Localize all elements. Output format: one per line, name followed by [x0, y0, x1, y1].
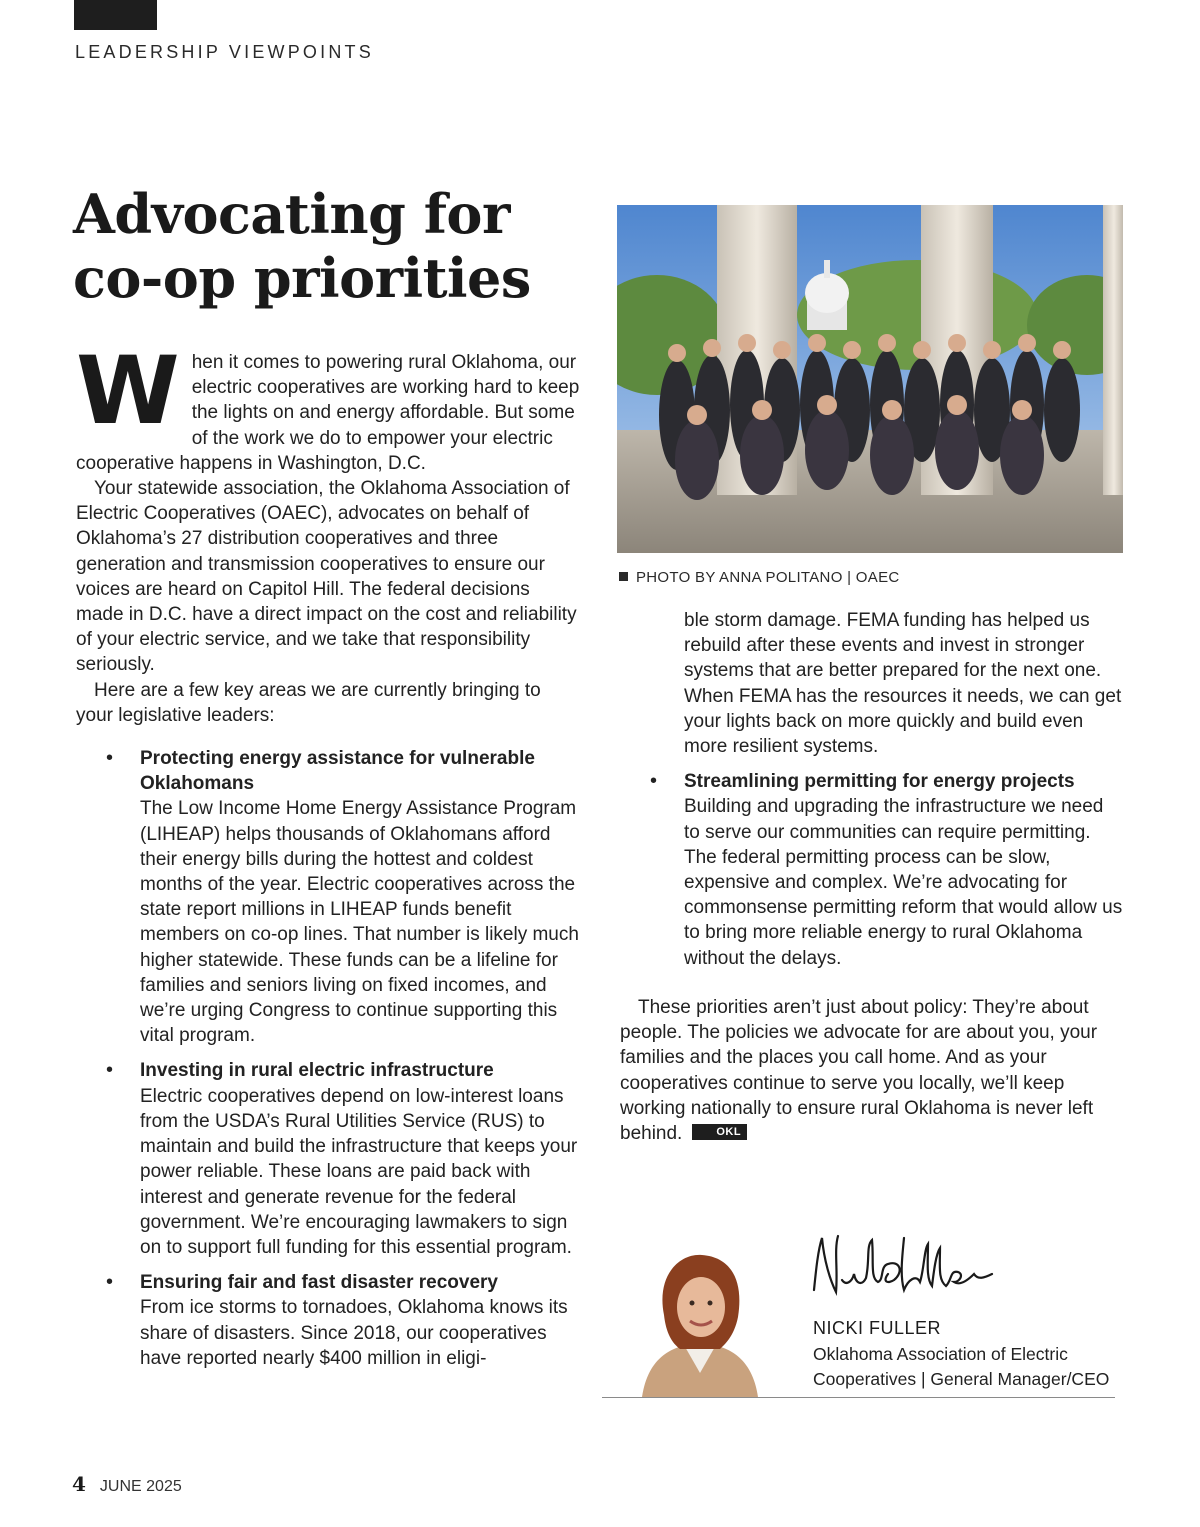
priority-body: From ice storms to tornadoes, Oklahoma knows its share of disasters. Since 2018, our cooperatives have reported nearly $400 million in eligi- — [140, 1297, 568, 1369]
author-signature — [808, 1230, 998, 1310]
header-accent-bar — [74, 0, 157, 30]
author-portrait — [620, 1245, 780, 1397]
priority-item — [140, 746, 582, 1048]
section-label: LEADERSHIP VIEWPOINTS — [75, 42, 374, 62]
end-mark-badge: OKL — [692, 1124, 747, 1140]
priority-title: • Protecting energy assistance for vulnerable Oklahomans — [140, 748, 535, 795]
article-left-column — [76, 337, 582, 1381]
priority-title: • Streamlining permitting for energy projects — [684, 771, 1075, 793]
priority-title: • Ensuring fair and fast disaster recovery — [140, 1272, 498, 1294]
body-paragraph-2: Your statewide association, the Oklahoma Association of Electric Cooperatives (OAEC), advocates on behalf of Oklahoma’s 27 distribution cooperatives and three generation and transmission cooperatives to ensure our voices are heard on Capitol Hill. The federal decisions made in D.C. have a direct impact on the cost and reliability of your electric service, and we take that responsibility seriously. — [76, 478, 577, 676]
intro-text: hen it comes to powering rural Oklahoma, our electric cooperatives are working hard to keep the lights on and energy affordable. But some of the work we do to empower your electric cooperative happens in Washington, D.C. — [76, 352, 580, 474]
author-name: NICKI FULLER — [813, 1318, 942, 1338]
closing-paragraph — [620, 995, 1130, 1146]
intro-paragraph — [76, 337, 582, 476]
article-right-column — [684, 608, 1124, 971]
priority-item — [140, 1058, 582, 1260]
priority-body: Electric cooperatives depend on low-interest loans from the USDA’s Rural Utilities Service (RUS) to maintain and build the infrastructure that keeps your power reliable. These loans are paid back with interest and generate revenue for the federal government. We’re encouraging lawmakers to sign on to support full funding for this essential program. — [140, 1085, 578, 1258]
photo-caption — [619, 569, 900, 586]
group-photo-illustration — [617, 205, 1123, 553]
group-photo — [617, 205, 1123, 553]
priority-body: Building and upgrading the infrastructure we need to serve our communities can require permitting. The federal permitting process can be slow, expensive and complex. We’re advocating for commonsense permitting reform that would allow us to bring more reliable energy to rural Oklahoma without the delays. — [684, 796, 1123, 969]
headline-line-2: co-op priorities — [73, 246, 531, 310]
page-number: 4 — [72, 1472, 86, 1496]
closing-text: These priorities aren’t just about policy: They’re about people. The policies we advocate for are about you, your families and the places you call home. And as your cooperatives continue to serve you locally, we’ll keep working nationally to ensure rural Oklahoma is never left behind. — [620, 997, 1098, 1145]
priority-item — [140, 1270, 582, 1371]
priorities-list — [76, 746, 582, 1371]
body-paragraph-3: Here are a few key areas we are currently bringing to your legislative leaders: — [76, 679, 541, 726]
continued-paragraph: ble storm damage. FEMA funding has helped us rebuild after these events and invest in stronger systems that are better prepared for the next one. When FEMA has the resources it needs, we can get your lights back on more quickly and build even more resilient systems. — [684, 610, 1122, 758]
page-footer — [72, 1472, 182, 1496]
author-divider — [602, 1397, 1115, 1398]
priority-title: • Investing in rural electric infrastructure — [140, 1060, 494, 1082]
author-title: Oklahoma Association of Electric Cooperatives | General Manager/CEO — [813, 1344, 1110, 1389]
headline-line-1: Advocating for — [73, 182, 510, 246]
caption-text: PHOTO BY ANNA POLITANO | OAEC — [636, 569, 900, 586]
article-headline — [73, 182, 531, 310]
drop-cap: W — [76, 337, 180, 446]
priorities-list-continued — [684, 769, 1124, 971]
priority-body: The Low Income Home Energy Assistance Program (LIHEAP) helps thousands of Oklahomans afford their energy bills during the hottest and coldest months of the year. Electric cooperatives across the state report millions in LIHEAP funds benefit members on co-op lines. That number is likely much higher statewide. These funds can be a lifeline for families and seniors living on fixed incomes, and we’re urging Congress to continue supporting this vital program. — [140, 798, 579, 1047]
author-portrait-illustration — [620, 1245, 780, 1397]
priority-item — [684, 769, 1124, 971]
issue-date: JUNE 2025 — [99, 1478, 182, 1495]
caption-square-icon — [619, 572, 628, 581]
